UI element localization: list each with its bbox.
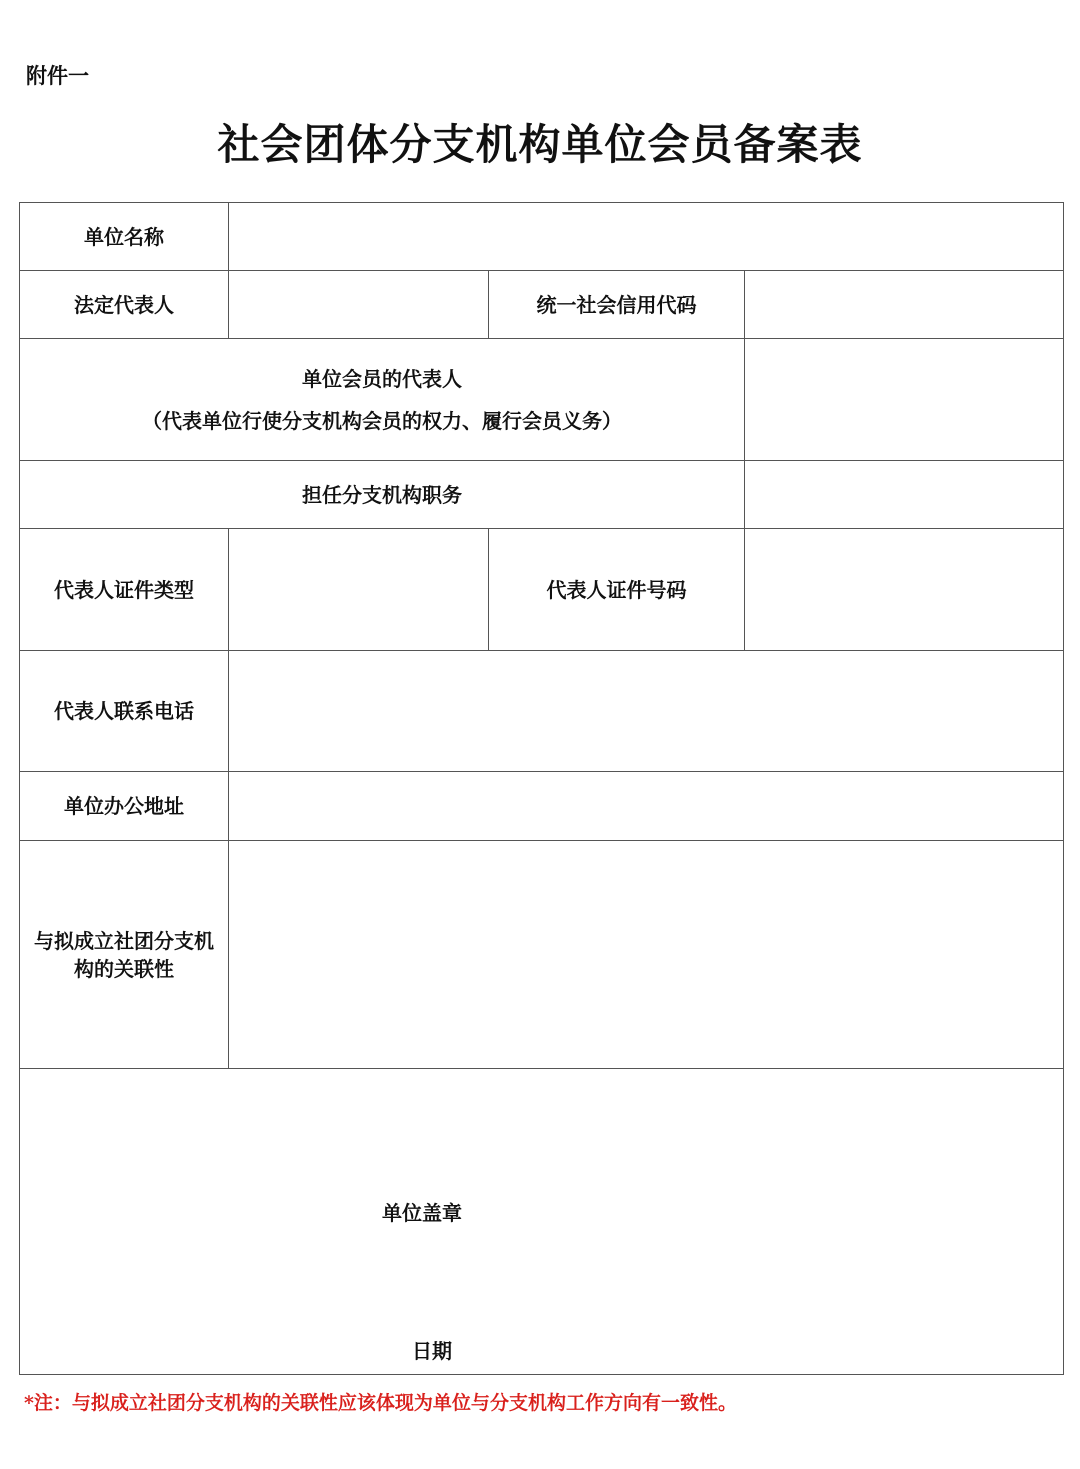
form-title: 社会团体分支机构单位会员备案表 bbox=[217, 120, 863, 169]
legal-rep-field[interactable] bbox=[229, 271, 489, 339]
member-rep-label-cell bbox=[20, 339, 745, 461]
seal-area[interactable] bbox=[20, 1069, 1064, 1375]
rep-id-type-label: 代表人证件类型 bbox=[20, 529, 229, 651]
footnote: *注：与拟成立社团分支机构的关联性应该体现为单位与分支机构工作方向有一致性。 bbox=[24, 1392, 737, 1414]
branch-position-label: 担任分支机构职务 bbox=[20, 461, 745, 529]
rep-id-number-field[interactable] bbox=[745, 529, 1064, 651]
office-address-field[interactable] bbox=[229, 772, 1064, 841]
branch-position-field[interactable] bbox=[745, 461, 1064, 529]
rep-id-number-label: 代表人证件号码 bbox=[489, 529, 745, 651]
relation-label-cell bbox=[20, 841, 229, 1069]
credit-code-label: 统一社会信用代码 bbox=[489, 271, 745, 339]
unit-name-field[interactable] bbox=[229, 203, 1064, 271]
registration-form-table bbox=[19, 202, 1064, 1375]
date-label: 日期 bbox=[412, 1339, 452, 1363]
office-address-label: 单位办公地址 bbox=[20, 772, 229, 841]
relation-field[interactable] bbox=[229, 841, 1064, 1069]
attachment-label: 附件一 bbox=[26, 63, 89, 88]
seal-label: 单位盖章 bbox=[382, 1201, 462, 1225]
relation-label-line1: 与拟成立社团分支机 bbox=[34, 928, 214, 953]
member-rep-label: 单位会员的代表人 bbox=[302, 366, 462, 391]
unit-name-label: 单位名称 bbox=[20, 203, 229, 271]
member-rep-sublabel: （代表单位行使分支机构会员的权力、履行会员义务） bbox=[142, 408, 622, 433]
legal-rep-label: 法定代表人 bbox=[20, 271, 229, 339]
rep-id-type-field[interactable] bbox=[229, 529, 489, 651]
credit-code-field[interactable] bbox=[745, 271, 1064, 339]
member-rep-field[interactable] bbox=[745, 339, 1064, 461]
relation-label-line2: 构的关联性 bbox=[74, 956, 174, 981]
rep-phone-field[interactable] bbox=[229, 651, 1064, 772]
rep-phone-label: 代表人联系电话 bbox=[20, 651, 229, 772]
